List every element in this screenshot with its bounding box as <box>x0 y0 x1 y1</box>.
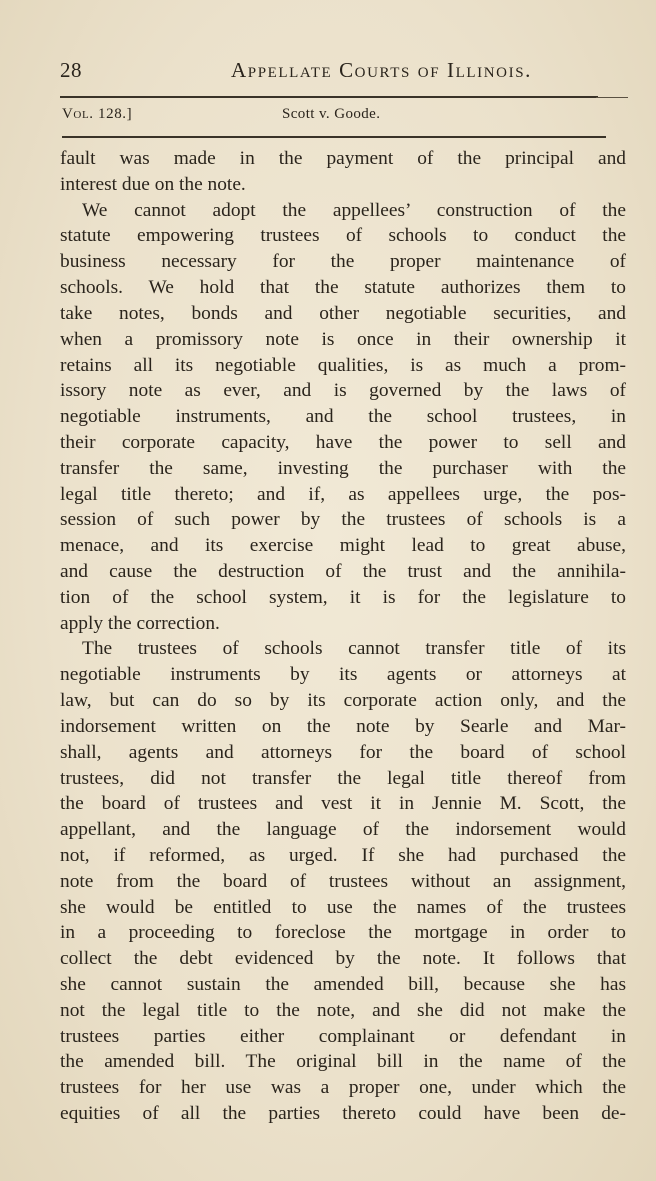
text-line: interest due on the note. <box>60 173 246 195</box>
case-name: Scott v. Goode. <box>282 106 381 122</box>
text-line: tion of the school system, it is for the legislature to <box>60 586 626 608</box>
text-line: menace, and its exercise might lead to great abuse, <box>60 535 626 557</box>
text-line: she cannot sustain the amended bill, because she has <box>60 974 626 995</box>
header-rule-top <box>60 96 598 98</box>
text-line: the amended bill. The original bill in the name of the <box>60 1051 626 1073</box>
text-line: in a proceeding to foreclose the mortgage in order to <box>60 922 626 944</box>
text-line: indorsement written on the note by Searle and Mar- <box>60 715 626 737</box>
text-line: not the legal title to the note, and she did not make the <box>60 999 626 1021</box>
text-line: note from the board of trustees without an assignment, <box>60 870 626 892</box>
text-line: law, but can do so by its corporate action only, and the <box>60 690 626 712</box>
text-line: statute empowering trustees of schools to conduct the <box>60 225 626 247</box>
text-line: equities of all the parties thereto could have been de- <box>60 1103 626 1125</box>
text-line: she would be entitled to use the names of the trustees <box>60 896 626 918</box>
page-number: 28 <box>60 58 82 82</box>
text-line: issory note as ever, and is governed by the laws of <box>60 380 626 402</box>
text-line: negotiable instruments by its agents or attorneys at <box>60 664 626 686</box>
header-rule-top-tail <box>596 97 628 98</box>
text-line: schools. We hold that the statute authorizes them to <box>60 277 626 299</box>
text-line: the board of trustees and vest it in Jennie M. Scott, the <box>60 793 626 815</box>
text-line: when a promissory note is once in their ownership it <box>60 328 626 350</box>
text-line: business necessary for the proper maintenance of <box>60 251 626 273</box>
text-line: shall, agents and attorneys for the board of school <box>60 741 626 763</box>
text-line: session of such power by the trustees of schools is a <box>60 509 626 531</box>
text-line: apply the correction. <box>60 612 220 634</box>
text-line: legal title thereto; and if, as appellees urge, the pos- <box>60 483 626 505</box>
running-head <box>60 58 532 88</box>
text-line: retains all its negotiable qualities, is as much a prom- <box>60 354 626 376</box>
text-line: appellant, and the language of the indorsement would <box>60 819 626 841</box>
text-line: trustees, did not transfer the legal title thereof from <box>60 767 626 789</box>
text-line: transfer the same, investing the purchaser with the <box>60 457 626 479</box>
text-line: We cannot adopt the appellees’ construction of the <box>82 199 626 221</box>
text-line: trustees parties either complainant or defendant in <box>60 1025 626 1047</box>
text-line: collect the debt evidenced by the note. It follows that <box>60 948 626 970</box>
text-line: take notes, bonds and other negotiable securities, and <box>60 302 626 324</box>
case-header <box>62 106 622 128</box>
text-line: The trustees of schools cannot transfer title of its <box>82 638 626 660</box>
volume-label: Vol. 128.] <box>62 106 133 122</box>
header-rule-bottom <box>62 136 606 138</box>
text-line: trustees for her use was a proper one, under which the <box>60 1077 626 1099</box>
running-title: Appellate Courts of Illinois. <box>230 58 532 82</box>
text-line: and cause the destruction of the trust and the annihila- <box>60 561 626 582</box>
text-line: not, if reformed, as urged. If she had purchased the <box>60 844 626 866</box>
text-line: negotiable instruments, and the school trustees, in <box>60 406 626 428</box>
text-line: their corporate capacity, have the power to sell and <box>60 431 626 453</box>
opinion-text <box>60 146 626 1127</box>
text-line: fault was made in the payment of the principal and <box>60 148 626 169</box>
